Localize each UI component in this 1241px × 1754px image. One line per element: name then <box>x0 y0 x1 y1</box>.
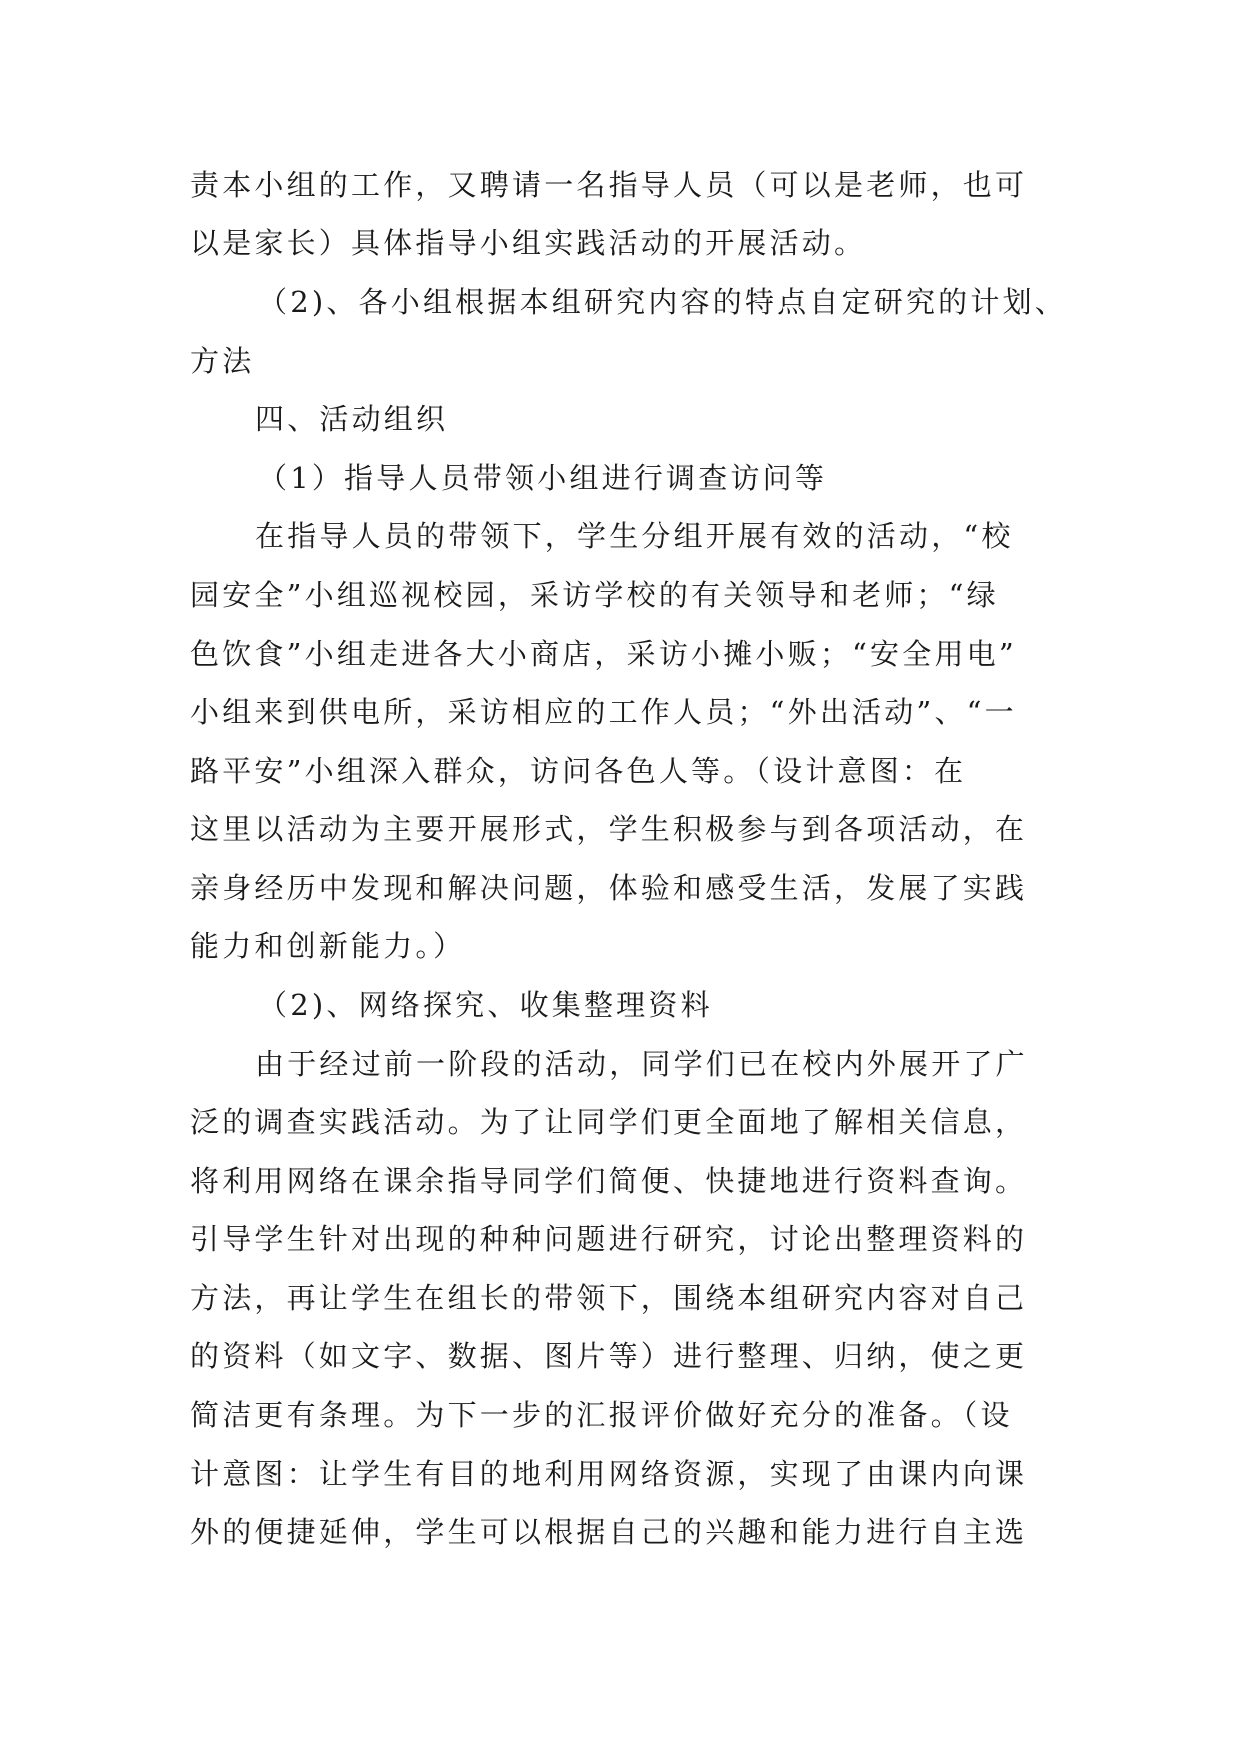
text-line-4: 方法 <box>190 344 255 378</box>
section-heading-activity-organization: 四、活动组织 <box>255 402 449 436</box>
text-line-1: 责本小组的工作，又聘请一名指导人员（可以是老师，也可 <box>190 168 1028 202</box>
text-line-13: 亲身经历中发现和解决问题，体验和感受生活，发展了实践 <box>190 871 1028 905</box>
text-line-2: 以是家长）具体指导小组实践活动的开展活动。 <box>190 226 867 260</box>
text-line-24: 外的便捷延伸，学生可以根据自己的兴趣和能力进行自主选 <box>190 1515 1028 1549</box>
text-line-11: 路平安”小组深入群众，访问各色人等。（设计意图：在 <box>190 754 967 788</box>
text-line-18: 将利用网络在课余指导同学们简便、快捷地进行资料查询。 <box>190 1164 1028 1198</box>
text-line-8: 园安全”小组巡视校园，采访学校的有关领导和老师；“绿 <box>190 578 999 612</box>
text-line-9: 色饮食”小组走进各大小商店，采访小摊小贩；“安全用电” <box>190 637 1017 671</box>
text-line-14: 能力和创新能力。） <box>190 929 466 963</box>
text-line-16: 由于经过前一阶段的活动，同学们已在校内外展开了广 <box>255 1047 1028 1081</box>
text-line-3: （2)、各小组根据本组研究内容的特点自定研究的计划、 <box>258 285 1067 319</box>
text-line-22: 简洁更有条理。为下一步的汇报评价做好充分的准备。（设 <box>190 1398 1013 1432</box>
text-line-17: 泛的调查实践活动。为了让同学们更全面地了解相关信息， <box>190 1105 1028 1139</box>
text-line-19: 引导学生针对出现的种种问题进行研究，讨论出整理资料的 <box>190 1222 1028 1256</box>
text-line-7: 在指导人员的带领下，学生分组开展有效的活动，“校 <box>255 519 1014 553</box>
text-line-21: 的资料（如文字、数据、图片等）进行整理、归纳，使之更 <box>190 1339 1028 1373</box>
text-line-10: 小组来到供电所，采访相应的工作人员；“外出活动”、“一 <box>190 695 1017 729</box>
text-line-20: 方法，再让学生在组长的带领下，围绕本组研究内容对自己 <box>190 1281 1028 1315</box>
subheading-1: （1）指导人员带领小组进行调查访问等 <box>258 461 828 495</box>
text-line-23: 计意图：让学生有目的地利用网络资源，实现了由课内向课 <box>190 1457 1028 1491</box>
text-line-12: 这里以活动为主要开展形式，学生积极参与到各项活动，在 <box>190 812 1028 846</box>
subheading-2: （2)、网络探究、收集整理资料 <box>258 988 713 1022</box>
